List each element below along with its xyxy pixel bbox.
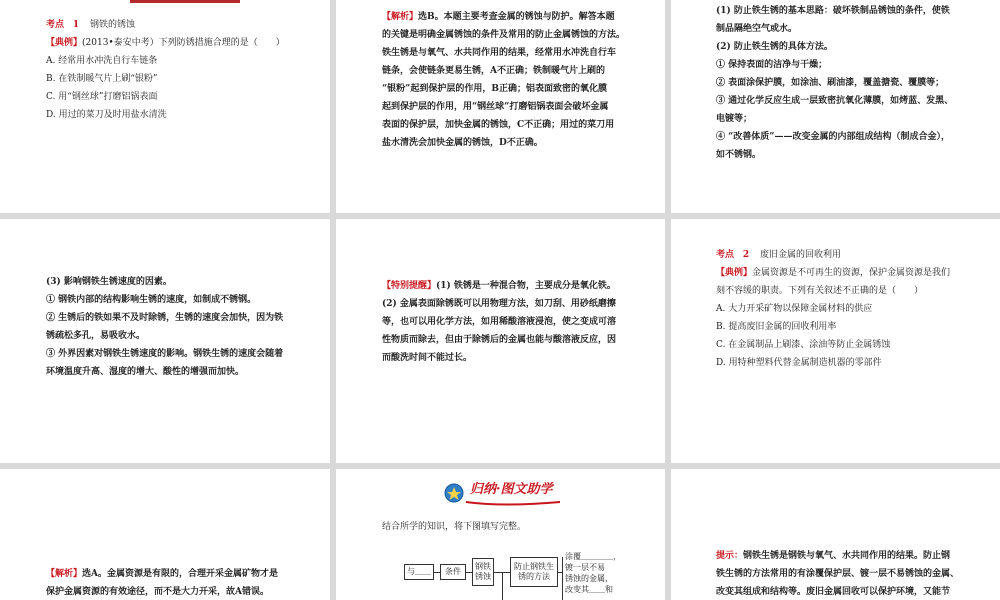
hint-label: 提示： (716, 551, 744, 561)
example-question (716, 264, 950, 372)
slide-1[interactable] (0, 0, 330, 213)
hint-block (716, 547, 959, 600)
prevention-line: 制品隔绝空气或水。 (716, 24, 798, 34)
topic-title: 钢铁的锈蚀 (90, 20, 136, 30)
option-d: D. 用特种塑料代替金属制造机器的零部件 (716, 358, 882, 368)
option-a: A. 大力开采矿物以保障金属材料的供应 (716, 304, 873, 314)
slide-5[interactable] (336, 219, 665, 463)
diagram-box-prevention: 防止钢铁生锈的方法 (510, 557, 558, 587)
method-line: 改变其＿＿和 (565, 585, 613, 594)
analysis-line: 的关键是明确金属锈蚀的条件及常用的防止金属锈蚀的方法。 (382, 30, 626, 40)
method-line: 锈蚀的金属， (565, 574, 613, 583)
analysis-line: 选B。本题主要考查金属的锈蚀与防护。解答本题 (418, 12, 615, 22)
question-line: 刻不容缓的职责。下列有关叙述不正确的是（ ） (716, 286, 924, 296)
example-question (46, 34, 285, 52)
prevention-line: (1) 防止铁生锈的基本思路：破坏铁制品锈蚀的条件，使铁 (716, 6, 950, 16)
option-c: C. 用“钢丝球”打磨铝锅表面 (46, 92, 158, 102)
prevention-line: 如不锈钢。 (716, 150, 762, 160)
option-b: B. 在铁制暖气片上刷“银粉” (46, 74, 158, 84)
option-b: B. 提高废旧金属的回收利用率 (716, 322, 837, 332)
method-line: 涂覆＿＿＿＿， (565, 552, 621, 561)
option-c: C. 在金属制品上刷漆、涂油等防止金属锈蚀 (716, 340, 891, 350)
reminder-block (382, 277, 616, 367)
prevention-line: (2) 防止铁生锈的具体方法。 (716, 42, 833, 52)
option-d: D. 用过的菜刀及时用盐水清洗 (46, 110, 167, 120)
rust-speed-line: ② 生锈后的铁如果不及时除锈，生锈的速度会加快，因为铁 (46, 313, 284, 323)
topic-label: 考点 (46, 20, 65, 30)
analysis-line: 起到保护层的作用，用“钢丝球”打磨铝锅表面会破坏金属 (382, 102, 609, 112)
question-text: (2013•泰安中考）下列防锈措施合理的是（ ） (82, 38, 285, 48)
analysis-block (46, 565, 278, 600)
slide-top-bar (130, 0, 240, 3)
prevention-methods (565, 551, 621, 595)
diagram-box-reactants: 与＿＿ (404, 564, 434, 580)
method-line: 镀一层不易 (565, 563, 605, 572)
connector (502, 572, 510, 573)
rust-speed-line: ③ 外界因素对钢铁生锈速度的影响。钢铁生锈的速度会随着 (46, 349, 284, 359)
diagram-intro: 结合所学的知识，将下图填写完整。 (382, 522, 527, 532)
analysis-line: 保护金属资源的有效途径，而不是大力开采，故A错误。 (46, 587, 269, 597)
reminder-line: 性物质而除去，但由于除锈后的金属也能与酸溶液反应，因 (382, 335, 617, 345)
rust-speed-line: (3) 影响钢铁生锈速度的因素。 (46, 277, 172, 287)
analysis-line: “银粉”起到保护层的作用，B正确；铝表面致密的氧化膜 (382, 84, 607, 94)
topic-number: 1 (72, 20, 80, 30)
prevention-block (716, 2, 953, 164)
topic-number: 2 (742, 250, 750, 260)
reminder-line: 等，也可以用化学方法，如用稀酸溶液浸泡，使之变成可溶 (382, 317, 617, 327)
topic-heading (716, 246, 841, 264)
slide-2[interactable] (336, 0, 665, 213)
connector (494, 572, 502, 573)
example-label: 【典例】 (716, 268, 753, 278)
reminder-line: (2) 金属表面除锈既可以用物理方法，如刀刮、用砂纸磨擦 (382, 299, 616, 309)
rust-speed-line: ① 钢铁内部的结构影响生锈的速度，如制成不锈钢。 (46, 295, 257, 305)
analysis-label: 【解析】 (382, 12, 419, 22)
slide-4[interactable] (0, 219, 330, 463)
hint-line: 改变其组成和结构等。废旧金属回收可以保护环境，又能节 (716, 587, 951, 597)
analysis-line: 链条，会使链条更易生锈，A不正确；铁制暖气片上刷的 (382, 66, 605, 76)
prevention-line: ③ 通过化学反应生成一层致密抗氧化薄膜，如烤蓝、发黑、 (716, 96, 954, 106)
topic-heading (46, 16, 135, 34)
hint-line: 铁生锈的方法常用的有涂覆保护层、镀一层不易锈蚀的金属、 (716, 569, 960, 579)
reminder-line: (1) 铁锈是一种混合物，主要成分是氧化铁。 (436, 281, 616, 291)
analysis-line: 盐水清洗会加快金属的锈蚀，D不正确。 (382, 138, 543, 148)
rust-speed-line: 锈疏松多孔，易吸收水。 (46, 331, 146, 341)
summary-title: 归纳·图文助学 (470, 482, 553, 497)
connector (562, 557, 563, 600)
analysis-label: 【解析】 (46, 569, 83, 579)
slide-9[interactable] (671, 469, 1000, 600)
prevention-line: ① 保持表面的洁净与干燥； (716, 60, 828, 70)
options-list (46, 52, 167, 124)
slide-3[interactable] (671, 0, 1000, 213)
example-label: 【典例】 (46, 38, 83, 48)
prevention-line: ④ “改善体质”——改变金属的内部组成结构（制成合金）， (716, 132, 950, 142)
analysis-block (382, 8, 625, 152)
diagram-box-rusting: 钢铁锈蚀 (472, 558, 494, 586)
prevention-line: 电镀等； (716, 114, 753, 124)
prevention-line: ② 表面涂保护膜，如涂油、刷油漆，覆盖搪瓷、覆膜等； (716, 78, 945, 88)
diagram-box-condition: 条件 (440, 564, 466, 580)
hint-line: 钢铁生锈是钢铁与氧气、水共同作用的结果。防止钢 (743, 551, 951, 561)
slide-7[interactable] (0, 469, 330, 600)
topic-title: 废旧金属的回收利用 (760, 250, 842, 260)
analysis-line: 选A。金属资源是有限的，合理开采金属矿物才是 (82, 569, 278, 579)
reminder-line: 而酸洗时间不能过长。 (382, 353, 473, 363)
rust-speed-block (46, 273, 283, 381)
analysis-line: 铁生锈是与氧气、水共同作用的结果，经常用水冲洗自行车 (382, 48, 617, 58)
analysis-line: 表面的保护层，加快金属的锈蚀，C不正确；用过的菜刀用 (382, 120, 615, 130)
slide-6[interactable] (671, 219, 1000, 463)
topic-label: 考点 (716, 250, 735, 260)
reminder-label: 【特别提醒】 (382, 281, 437, 291)
connector (502, 572, 503, 600)
question-line: 金属资源是不可再生的资源，保护金属资源是我们 (752, 268, 951, 278)
slide-8[interactable] (336, 469, 665, 600)
rust-speed-line: 环境温度升高、湿度的增大、酸性的增强而加快。 (46, 367, 245, 377)
option-a: A. 经常用水冲洗自行车链条 (46, 56, 158, 66)
